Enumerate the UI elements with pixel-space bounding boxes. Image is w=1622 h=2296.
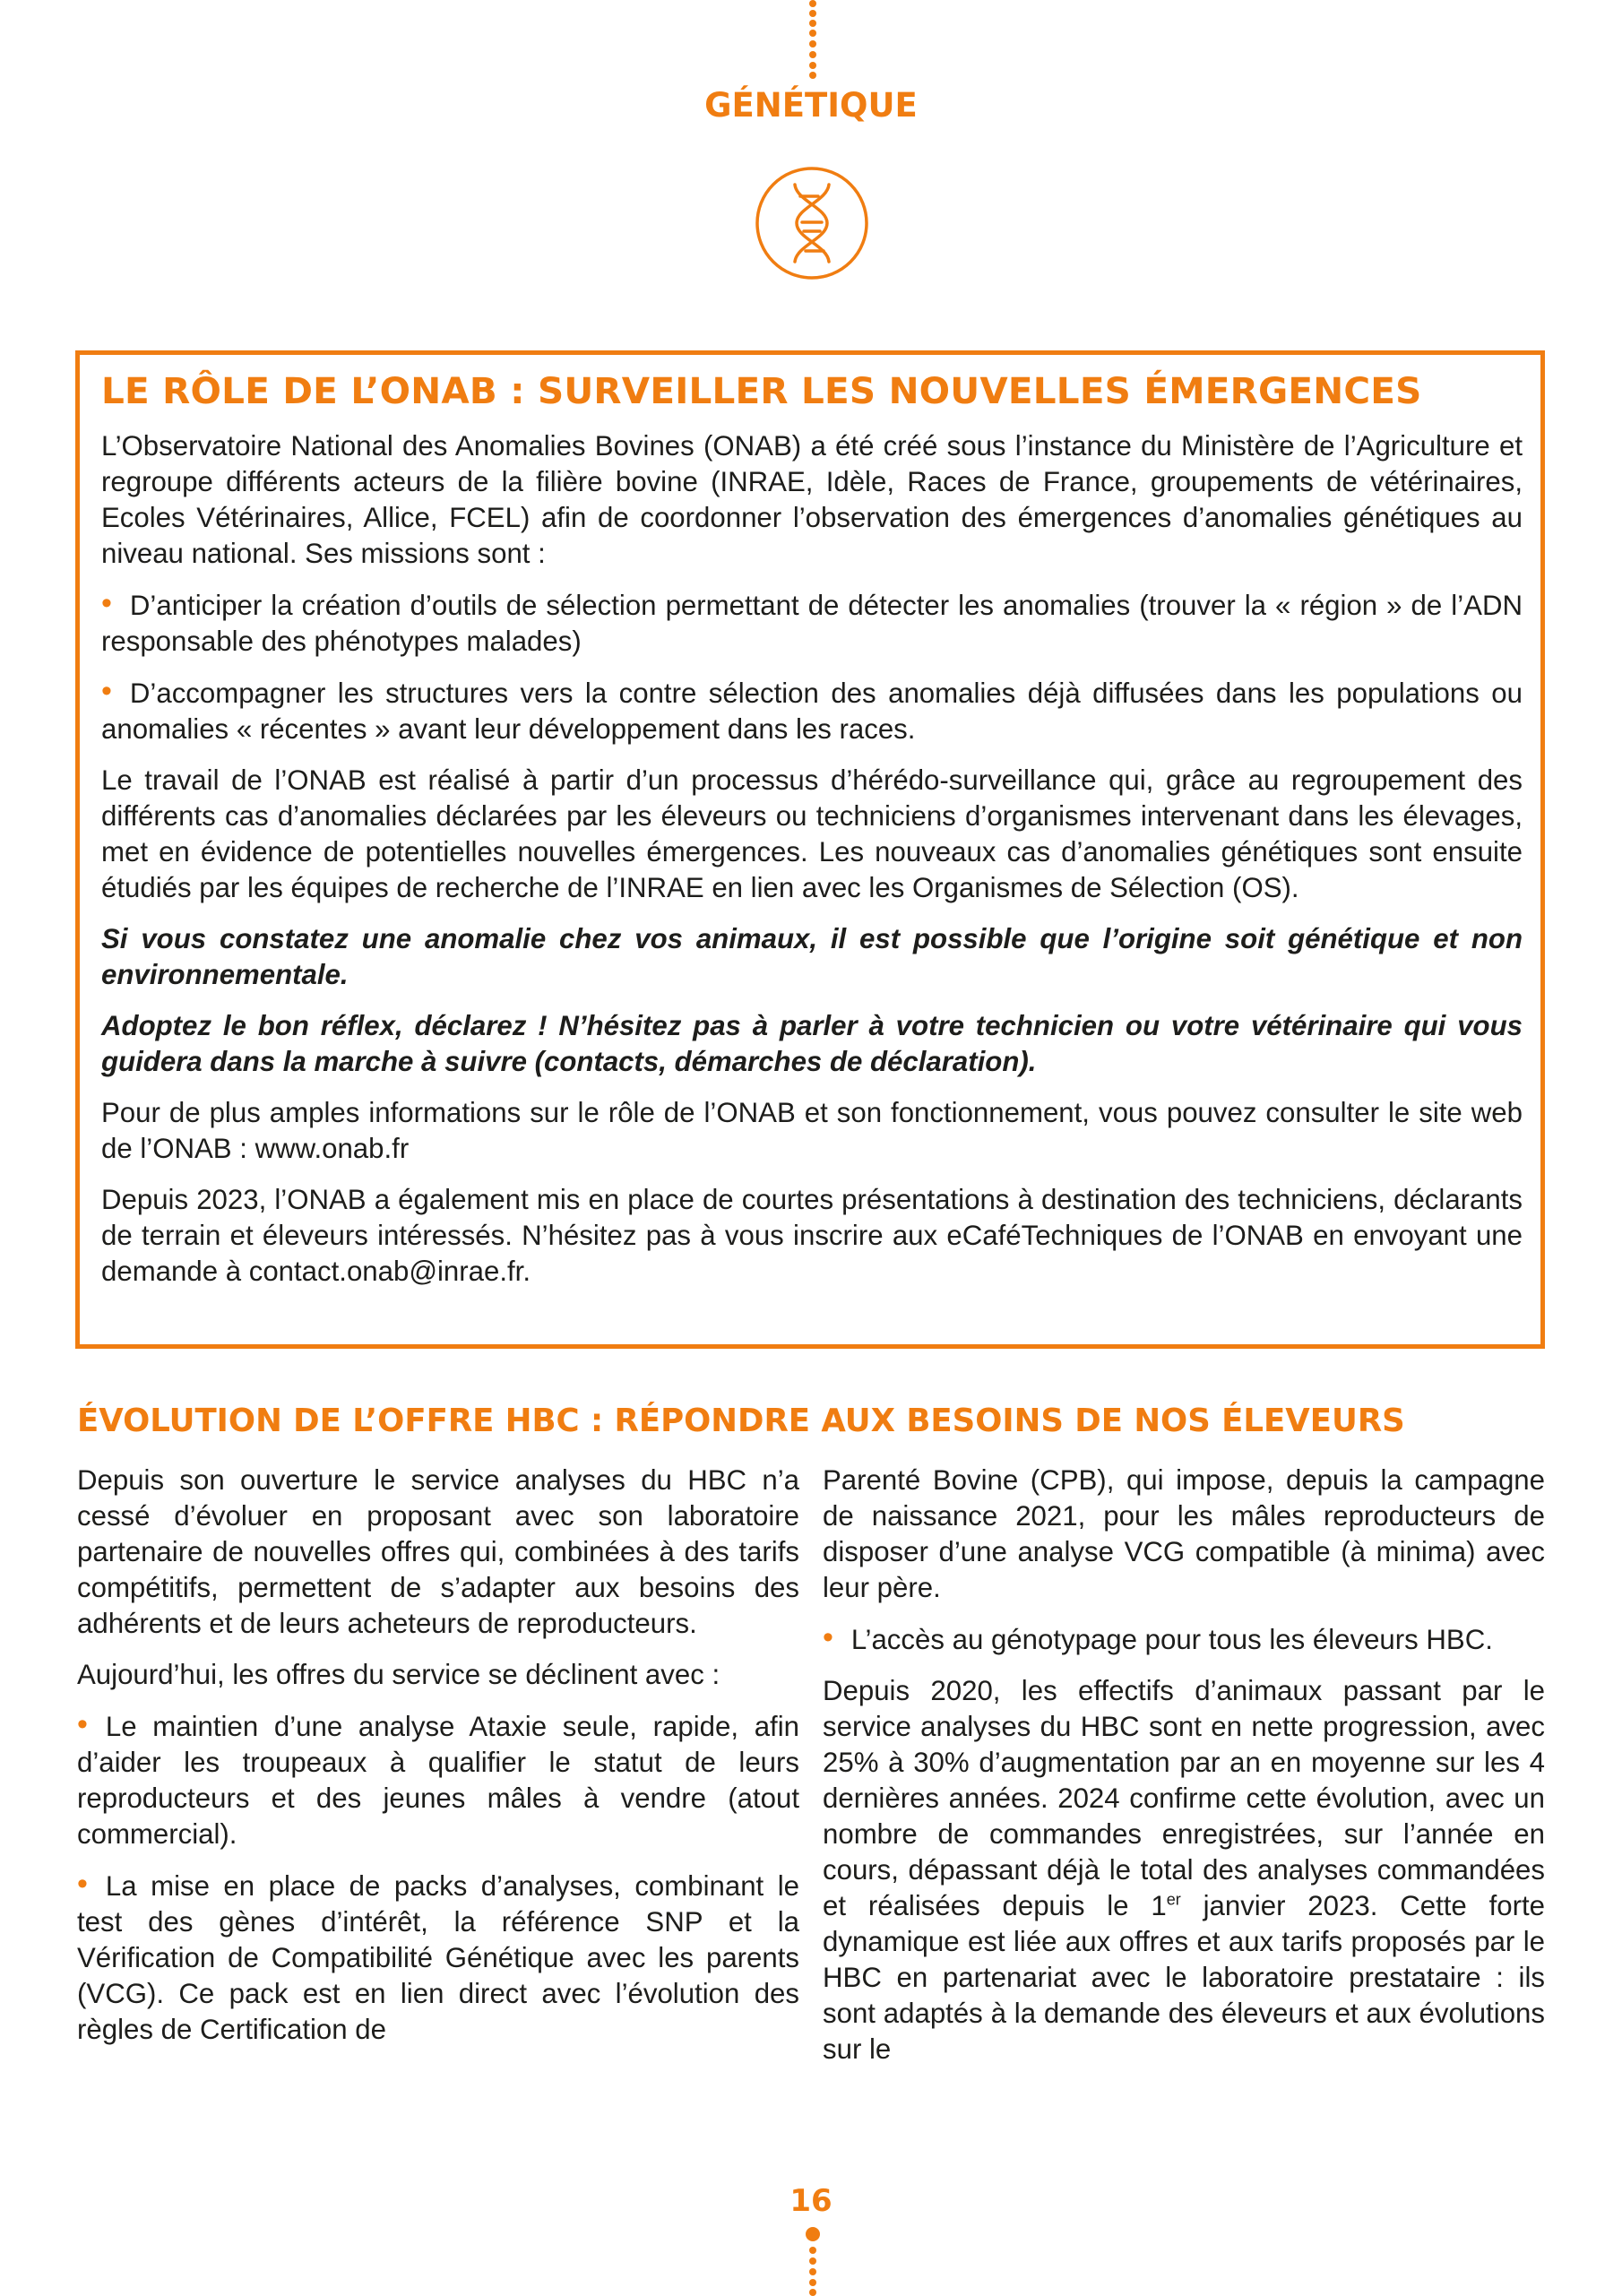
bullet-icon: • (101, 674, 112, 708)
section-tag: GÉNÉTIQUE (704, 86, 918, 125)
hbc-offer-item: • La mise en place de packs d’analyses, combinant le test des gènes d’intérêt, la référence SNP et la Vérification de Compatibilité Génétique avec les parents (VCG). Ce pack est en lien direct avec l’évolution des règles de Certification de (77, 1867, 799, 2045)
onab-process: Le travail de l’ONAB est réalisé à partir d’un processus d’hérédo-surveillance qui, grâce au regroupement des différents cas d’anomalies déclarées par les éleveurs ou techniciens d’organismes intervenant dans les élevages, met en évidence de potentielles nouvelles émergences. Les nouveaux cas d’anomalies génétiques sont ensuite étudiés par les équipes de recherche de l’INRAE en lien avec les Organismes de Sélection (OS). (101, 764, 1523, 903)
onab-website-link[interactable]: www.onab.fr (255, 1133, 410, 1164)
hbc-paragraph: Depuis 2020, les effectifs d’animaux passant par le service analyses du HBC sont en nette progression, avec 25% à 30% d’augmentation par an en moyenne sur les 4 dernières années. 2024 confirme cette évolution, avec un nombre de commandes enregistrées, sur l’année en cours, dépassant déjà le total des analyses commandées et réalisées depuis le 1er janvier 2023. Cette forte dynamique est liée aux offres et aux tarifs proposés par le HBC en partenariat avec le laboratoire prestataire : ils sont adaptés à la demande des éleveurs et aux évolutions sur le (823, 1675, 1545, 2065)
hbc-offer-continued: Parenté Bovine (CPB), qui impose, depuis la campagne de naissance 2021, pour les mâles reproducteurs de disposer d’une analyse VCG compatible (à minima) avec leur père. (823, 1464, 1545, 1603)
onab-ecafe: Depuis 2023, l’ONAB a également mis en place de courtes présentations à destination des techniciens, déclarants de terrain et éleveurs intéressés. N’hésitez pas à vous inscrire aux eCaféTechniques de l’ONAB en envoyant une demande à contact.onab@inrae.fr. (101, 1184, 1523, 1287)
hbc-offer-item: • L’accès au génotypage pour tous les éleveurs HBC. (823, 1620, 1493, 1655)
hbc-section-title: ÉVOLUTION DE L’OFFRE HBC : RÉPONDRE AUX BESOINS DE NOS ÉLEVEURS (77, 1403, 1405, 1439)
page-number: 16 (789, 2183, 833, 2219)
dna-icon (754, 165, 870, 281)
onab-section-body (101, 428, 1523, 1305)
onab-more-info: Pour de plus amples informations sur le rôle de l’ONAB et son fonctionnement, vous pouvez consulter le site web de l’ONAB : www.onab.fr (101, 1097, 1523, 1164)
onab-emphasis-genetic-origin: Si vous constatez une anomalie chez vos animaux, il est possible que l’origine soit génétique et non environnementale. (101, 923, 1523, 990)
bullet-icon: • (823, 1620, 833, 1654)
hbc-column-left (77, 1463, 799, 2063)
hbc-column-right (823, 1463, 1545, 2083)
onab-mission-item: • D’anticiper la création d’outils de sélection permettant de détecter les anomalies (trouver la « région » de l’ADN responsable des phénotypes malades) (101, 586, 1523, 657)
bullet-icon: • (77, 1707, 88, 1741)
bullet-icon: • (77, 1867, 88, 1901)
hbc-paragraph: Depuis son ouverture le service analyses du HBC n’a cessé d’évoluer en proposant avec son laboratoire partenaire de nouvelles offres qui, combinées à des tarifs compétitifs, permettent de s’adapter aux besoins des adhérents et de leurs acheteurs de reproducteurs. (77, 1464, 799, 1639)
bullet-icon: • (101, 586, 112, 620)
onab-intro: L’Observatoire National des Anomalies Bovines (ONAB) a été créé sous l’instance du Ministère de l’Agriculture et regroupe différents acteurs de la filière bovine (INRAE, Idèle, Races de France, groupements de vétérinaires, Ecoles Vétérinaires, Allice, FCEL) afin de coordonner l’observation des émergences d’anomalies génétiques au niveau national. Ses missions sont : (101, 430, 1523, 569)
onab-emphasis-declare: Adoptez le bon réflex, déclarez ! N’hésitez pas à parler à votre technicien ou votre vétérinaire qui vous guidera dans la marche à suivre (contacts, démarches de déclaration). (101, 1010, 1523, 1077)
hbc-offer-item: • Le maintien d’une analyse Ataxie seule, rapide, afin d’aider les troupeaux à qualifier le statut de leurs reproducteurs et des jeunes mâles à vendre (atout commercial). (77, 1707, 799, 1850)
onab-section-title: LE RÔLE DE L’ONAB : SURVEILLER LES NOUVELLES ÉMERGENCES (101, 369, 1422, 412)
onab-mission-item: • D’accompagner les structures vers la contre sélection des anomalies déjà diffusées dans les populations ou anomalies « récentes » avant leur développement dans les races. (101, 674, 1523, 745)
hbc-paragraph: Aujourd’hui, les offres du service se déclinent avec : (77, 1659, 720, 1690)
bottom-dotted-line (809, 2227, 816, 2294)
onab-email-link[interactable]: contact.onab@inrae.fr (248, 1256, 523, 1287)
top-dotted-line (809, 0, 816, 79)
